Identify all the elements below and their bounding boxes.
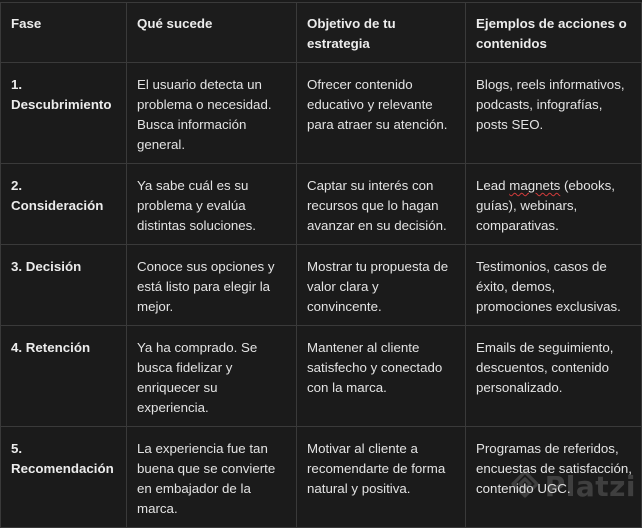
- goal-cell: Mostrar tu propuesta de valor clara y convincente.: [297, 245, 466, 326]
- examples-text-start: Lead: [476, 178, 510, 193]
- what-cell: Conoce sus opciones y está listo para elegir la mejor.: [127, 245, 297, 326]
- header-phase: Fase: [1, 3, 127, 63]
- header-what-happens: Qué sucede: [127, 3, 297, 63]
- table-row: [1, 164, 642, 245]
- table-header-row: [1, 3, 642, 63]
- phase-cell: 5. Recomendación: [1, 427, 127, 528]
- goal-cell: Mantener al cliente satisfecho y conectado con la marca.: [297, 326, 466, 427]
- examples-cell: Blogs, reels informativos, podcasts, infografías, posts SEO.: [466, 63, 642, 164]
- table-row: [1, 326, 642, 427]
- table-row: [1, 63, 642, 164]
- goal-cell: Motivar al cliente a recomendarte de forma natural y positiva.: [297, 427, 466, 528]
- table-row: [1, 427, 642, 528]
- table-row: [1, 245, 642, 326]
- examples-cell: Testimonios, casos de éxito, demos, promociones exclusivas.: [466, 245, 642, 326]
- phase-cell: 3. Decisión: [1, 245, 127, 326]
- phase-cell: 4. Retención: [1, 326, 127, 427]
- spellcheck-flagged-word[interactable]: magnets: [509, 178, 561, 193]
- what-cell: El usuario detecta un problema o necesidad. Busca información general.: [127, 63, 297, 164]
- phase-cell: 2. Consideración: [1, 164, 127, 245]
- header-examples: Ejemplos de acciones o contenidos: [466, 3, 642, 63]
- goal-cell: Captar su interés con recursos que lo hagan avanzar en su decisión.: [297, 164, 466, 245]
- what-cell: Ya sabe cuál es su problema y evalúa distintas soluciones.: [127, 164, 297, 245]
- examples-cell: Programas de referidos, encuestas de satisfacción, contenido UGC.: [466, 427, 642, 528]
- examples-cell: Emails de seguimiento, descuentos, contenido personalizado.: [466, 326, 642, 427]
- phase-cell: 1. Descubrimiento: [1, 63, 127, 164]
- examples-cell: [466, 164, 642, 245]
- what-cell: Ya ha comprado. Se busca fidelizar y enriquecer su experiencia.: [127, 326, 297, 427]
- watermark-text: Platzi: [544, 470, 636, 503]
- header-strategy-goal: Objetivo de tu estrategia: [297, 3, 466, 63]
- what-cell: La experiencia fue tan buena que se convierte en embajador de la marca.: [127, 427, 297, 528]
- goal-cell: Ofrecer contenido educativo y relevante para atraer su atención.: [297, 63, 466, 164]
- examples-text-end: (ebooks, guías), webinars, comparativas.: [476, 178, 615, 233]
- funnel-stages-table: [0, 2, 642, 528]
